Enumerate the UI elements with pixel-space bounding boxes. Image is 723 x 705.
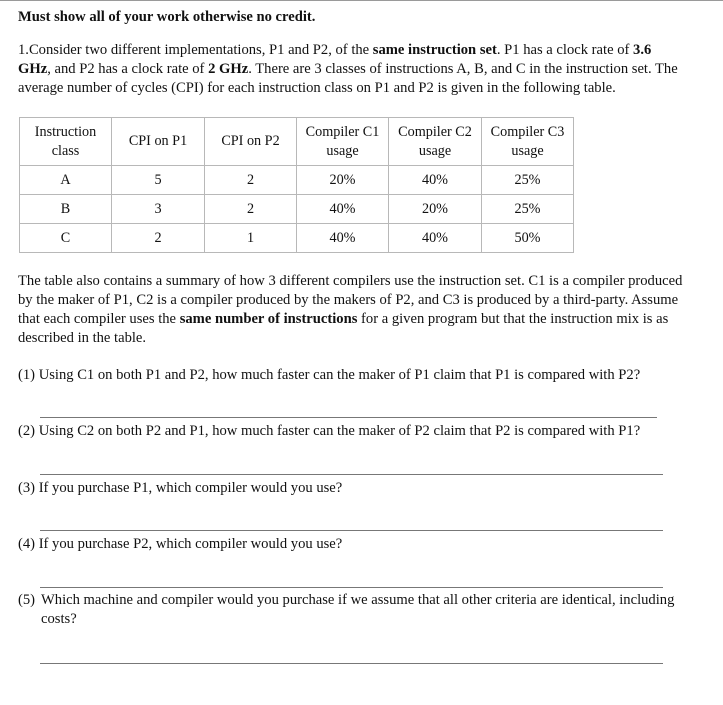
question-text: If you purchase P2, which compiler would you use? [38,536,343,552]
question-text: Which machine and compiler would you purchase if we assume that all other criteria are identical, including costs? [41,592,675,627]
header-line: usage [418,142,452,159]
table-cell: 40% [389,166,482,195]
table-cell: 20% [389,195,482,224]
table-row [20,166,574,195]
header-instruction-class [20,118,112,166]
header-compiler-c3 [482,118,574,166]
question-3 [18,479,698,498]
table-cell: 3 [112,195,205,224]
table-cell: 2 [112,224,205,253]
header-line: usage [326,142,359,159]
summary-text-1: The table also contains a summary of how 3 different compilers use the instruction set. C1 is a compiler produced by the maker of P1, C2 is a compiler produced by the makers of P2, and C3 is produced by a third-party. Assume that each compiler uses the [18,273,683,327]
question-text: If you purchase P1, which compiler would you use? [38,480,343,496]
header-line: Instruction [34,123,97,140]
table-cell: 2 [205,195,297,224]
table-cell: 25% [482,195,574,224]
header-compiler-c1 [297,118,389,166]
table-cell: 50% [482,224,574,253]
summary-bold: same number of instructions [179,311,358,327]
question-4 [18,535,698,554]
header-compiler-c2 [389,118,482,166]
answer-line-5[interactable] [40,663,663,664]
table-cell: C [20,224,112,253]
answer-line-1[interactable] [40,417,657,418]
intro-text-3: , and P2 has a clock rate of [47,61,209,77]
header-cpi-p1 [112,118,205,166]
question-number: (4) [18,536,36,552]
table-header-row [20,118,574,166]
answer-line-2[interactable] [40,474,663,475]
table-summary-paragraph [18,272,683,348]
header-line: Compiler C2 [398,123,472,140]
question-number: (3) [18,480,36,496]
table-cell: B [20,195,112,224]
intro-text-1: 1.Consider two different implementations, P1 and P2, of the [18,42,373,58]
table-cell: 2 [205,166,297,195]
header-line: Compiler C1 [305,123,380,140]
table-cell: A [20,166,112,195]
question-number: (2) [18,423,36,439]
table-row [20,224,574,253]
table-cell: 40% [389,224,482,253]
header-line: CPI on P2 [221,133,280,149]
intro-text-2: . P1 has a clock rate of [496,42,634,58]
table-cell: 40% [297,195,389,224]
intro-text-4: . There are 3 classes of instructions A, B, and C in the instruction set. The average number of cycles (CPI) for each instruction class on P1 and P2 is given in the following table. [18,61,678,96]
table-cell: 5 [112,166,205,195]
top-border [0,0,723,1]
question-2 [18,422,698,441]
header-line: class [51,142,80,159]
table-cell: 20% [297,166,389,195]
question-1 [18,366,698,385]
question-number: (5) [18,592,36,608]
table-cell: 1 [205,224,297,253]
problem-intro [18,41,683,98]
intro-bold-3: 2 GHz [208,61,249,77]
header-line: usage [511,142,544,159]
intro-bold-1: same instruction set [372,42,497,58]
header-line: CPI on P1 [128,133,188,149]
answer-line-3[interactable] [40,530,663,531]
intro-bold-2: 3.6 GHz [18,42,652,77]
question-text: Using C2 on both P2 and P1, how much faster can the maker of P2 claim that P2 is compared with P1? [38,423,641,439]
table-cell: 40% [297,224,389,253]
question-text: Using C1 on both P1 and P2, how much faster can the maker of P1 claim that P1 is compared with P2? [38,367,641,383]
header-line: Compiler C3 [490,123,565,140]
table-cell: 25% [482,166,574,195]
page-heading: Must show all of your work otherwise no credit. [18,9,316,25]
answer-line-4[interactable] [40,587,663,588]
table-row [20,195,574,224]
question-5 [18,591,708,629]
cpi-table [19,117,574,253]
question-number: (1) [18,367,36,383]
summary-text-2: for a given program but that the instruction mix is as described in the table. [18,311,669,346]
header-cpi-p2 [205,118,297,166]
